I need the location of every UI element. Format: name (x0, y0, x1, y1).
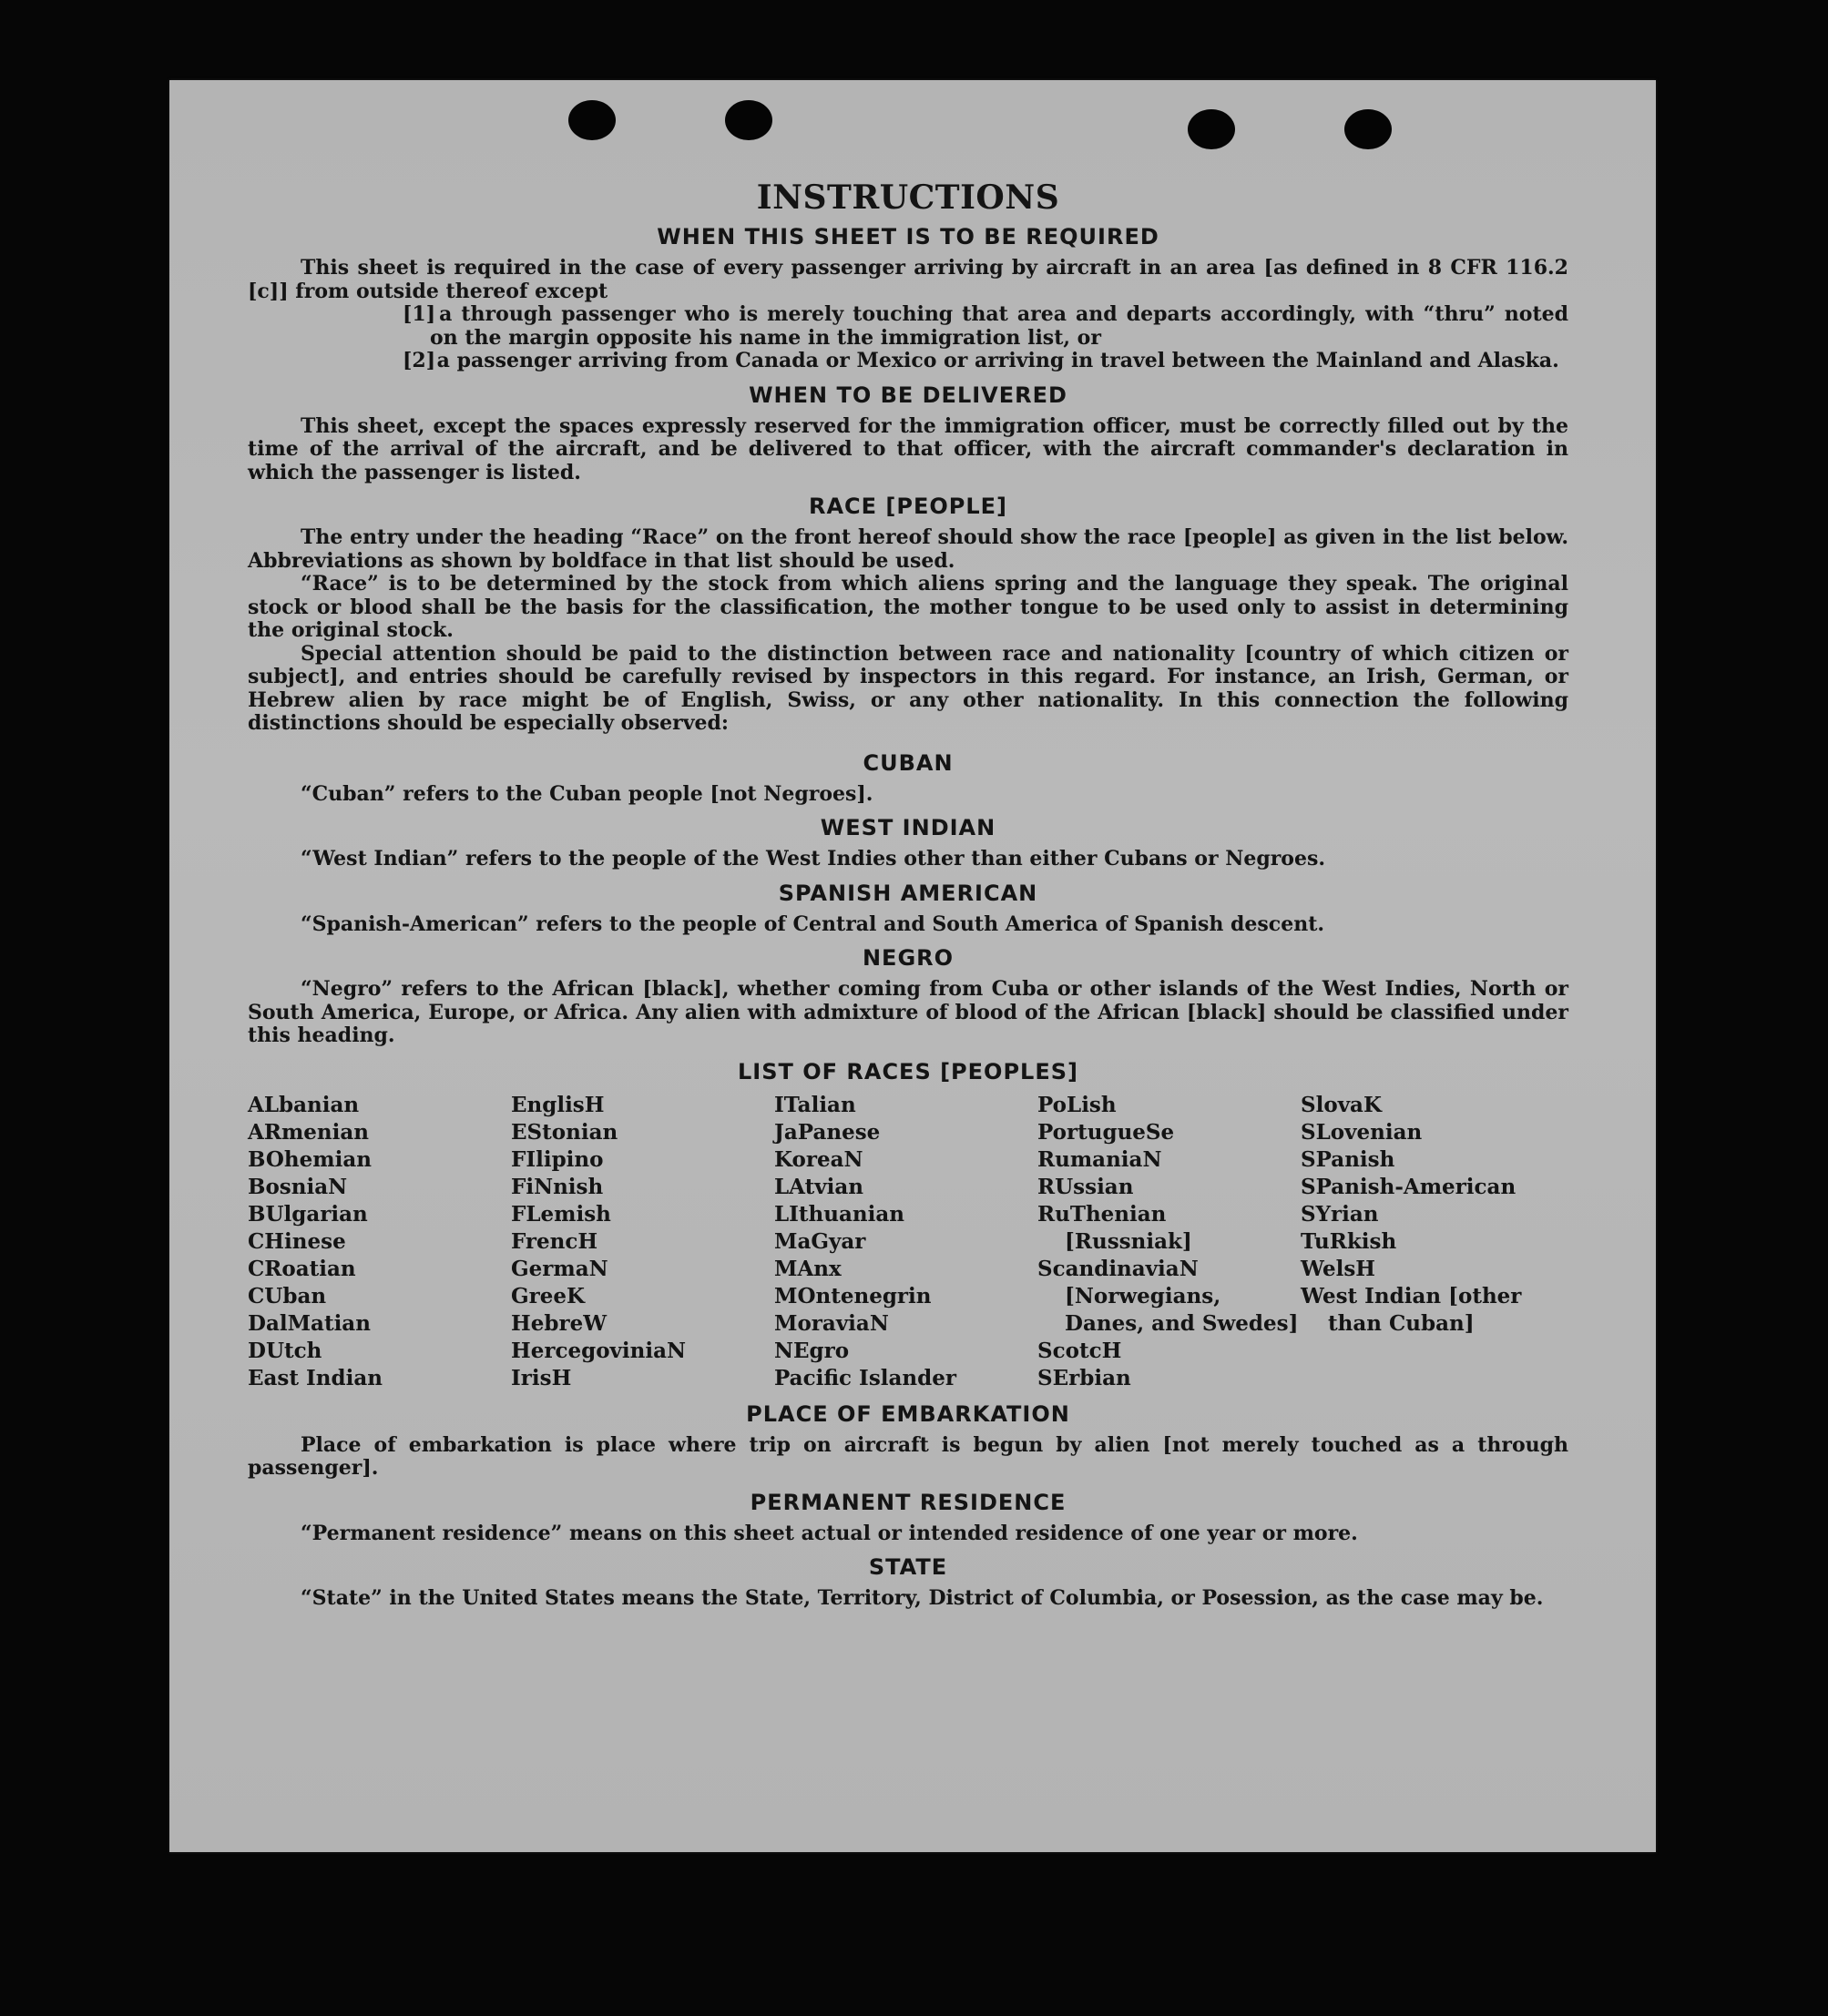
section-paragraph: “Cuban” refers to the Cuban people [not Negroes]. (301, 781, 873, 806)
race-entry: SLovenian (1301, 1119, 1423, 1145)
race-entry: BUlgarian (248, 1201, 368, 1227)
race-entry: FrencH (511, 1228, 598, 1254)
race-entry: SlovaK (1301, 1092, 1382, 1117)
race-entry: RumaniaN (1037, 1146, 1162, 1172)
section-heading: STATE (868, 1554, 948, 1580)
item-text: a passenger arriving from Canada or Mexico or arriving in travel between the Mainland and Alaska. (436, 349, 1559, 372)
race-entry: LAtvian (774, 1174, 863, 1199)
race-entry: SErbian (1037, 1365, 1131, 1390)
race-entry: BOhemian (248, 1146, 372, 1172)
item-number: [1] (403, 302, 436, 326)
race-entry: MaGyar (774, 1228, 866, 1254)
race-entry: West Indian [other than Cuban] (1301, 1283, 1522, 1336)
section-paragraph: “State” in the United States means the State, Territory, District of Columbia, or Posession, as the case may be. (301, 1586, 1544, 1610)
section-heading: RACE [PEOPLE] (808, 494, 1008, 519)
race-entry: FLemish (511, 1201, 611, 1227)
punch-hole (1188, 109, 1235, 149)
race-entry: BosniaN (248, 1174, 348, 1199)
section-heading: CUBAN (863, 749, 954, 776)
race-entry: PortugueSe (1037, 1119, 1175, 1145)
race-entry: CUban (248, 1283, 327, 1308)
section-paragraph: This sheet, except the spaces expressly reserved for the immigration officer, must be correctly filled out by the time of the arrival of the aircraft, and be delivered to that officer, with the aircraft commander's declaration in which the passenger is listed. (248, 413, 1568, 484)
race-entry: PoLish (1037, 1092, 1117, 1117)
race-entry: ALbanian (248, 1092, 360, 1117)
section-heading: WHEN THIS SHEET IS TO BE REQUIRED (657, 224, 1159, 249)
section-heading: SPANISH AMERICAN (778, 880, 1038, 906)
race-entry: RuThenian [Russniak] (1037, 1201, 1192, 1254)
race-entry: RUssian (1037, 1174, 1134, 1199)
race-entry: ScandinaviaN [Norwegians, Danes, and Swedes] (1037, 1256, 1299, 1336)
race-column (511, 1092, 774, 1392)
page-title: INSTRUCTIONS (756, 178, 1060, 217)
race-entry: KoreaN (774, 1146, 863, 1172)
race-entry: FiNnish (511, 1174, 604, 1199)
race-entry: ScotcH (1037, 1338, 1122, 1363)
race-entry: FIlipino (511, 1146, 604, 1172)
race-entry: SPanish (1301, 1146, 1395, 1172)
race-entry: GermaN (511, 1256, 608, 1281)
race-entry: MOntenegrin (774, 1283, 932, 1308)
race-entry: NEgro (774, 1338, 850, 1363)
section-heading: LIST OF RACES [PEOPLES] (738, 1058, 1078, 1084)
race-entry: HercegoviniaN (511, 1338, 687, 1363)
race-entry: ARmenian (248, 1119, 370, 1145)
section-heading: PERMANENT RESIDENCE (750, 1489, 1067, 1515)
section-paragraph: “West Indian” refers to the people of the West Indies other than either Cubans or Negroes. (301, 847, 1326, 871)
section-paragraph: The entry under the heading “Race” on the front hereof should show the race [people] as given in the list below. Abbreviations as shown by boldface in that list should be used. (248, 525, 1568, 573)
race-entry: JaPanese (774, 1119, 881, 1145)
exception-list (248, 303, 1568, 373)
section-heading: NEGRO (862, 945, 955, 971)
section-paragraph: “Spanish-American” refers to the people of Central and South America of Spanish descent. (301, 911, 1325, 936)
section-paragraph: This sheet is required in the case of every passenger arriving by aircraft in an area [as defined in 8 CFR 116.2 [c]] from outside thereof except (248, 256, 1568, 303)
race-entry: TuRkish (1301, 1228, 1397, 1254)
punch-hole (568, 100, 616, 140)
race-entry: CHinese (248, 1228, 346, 1254)
section-paragraph: “Negro” refers to the African [black], whether coming from Cuba or other islands of the West Indies, North or South America, Europe, or Africa. Any alien with admixture of blood of the African [black] should be classified under this heading. (248, 977, 1568, 1047)
section-heading: WEST INDIAN (820, 815, 996, 840)
race-list (248, 1092, 1568, 1392)
list-item (248, 350, 1568, 373)
race-entry: EStonian (511, 1119, 618, 1145)
list-item (248, 303, 1568, 350)
race-column (1301, 1092, 1568, 1392)
race-column (248, 1092, 511, 1392)
race-entry: IrisH (511, 1365, 572, 1390)
race-column (1037, 1092, 1301, 1392)
section-paragraph: Place of embarkation is place where trip on aircraft is begun by alien [not merely touched as a through passenger]. (248, 1432, 1568, 1480)
section-paragraph: Special attention should be paid to the distinction between race and nationality [country of which citizen or subject], and entries should be carefully revised by inspectors in this regard. For instance, an Irish, German, or Hebrew alien by race might be of English, Swiss, or any other nationality. In this connection the following distinctions should be especially observed: (248, 641, 1568, 735)
race-entry: MAnx (774, 1256, 842, 1281)
race-entry: SPanish-American (1301, 1174, 1517, 1199)
race-entry: GreeK (511, 1283, 586, 1308)
race-entry: MoraviaN (774, 1310, 889, 1336)
section-paragraph: “Race” is to be determined by the stock from which aliens spring and the language they speak. The original stock or blood shall be the basis for the classification, the mother tongue to be used only to assist in determining the original stock. (248, 572, 1568, 642)
race-entry: DalMatian (248, 1310, 371, 1336)
item-number: [2] (403, 349, 436, 372)
race-entry: EnglisH (511, 1092, 605, 1117)
punch-hole (725, 100, 772, 140)
race-entry: ITalian (774, 1092, 856, 1117)
race-entry: East Indian (248, 1365, 383, 1390)
section-heading: WHEN TO BE DELIVERED (749, 382, 1067, 408)
race-column (774, 1092, 1037, 1392)
race-entry: DUtch (248, 1338, 322, 1363)
document-body (248, 178, 1568, 1611)
race-entry: WelsH (1301, 1256, 1376, 1281)
race-entry: CRoatian (248, 1256, 356, 1281)
item-text: a through passenger who is merely touching that area and departs accordingly, with “thru” noted on the margin opposite his name in the immigration list, or (430, 302, 1568, 350)
race-entry: Pacific Islander (774, 1365, 956, 1390)
punch-hole (1344, 109, 1392, 149)
race-entry: HebreW (511, 1310, 608, 1336)
section-paragraph: “Permanent residence” means on this sheet actual or intended residence of one year or more. (301, 1521, 1358, 1545)
document-sheet (169, 80, 1656, 1852)
section-heading: PLACE OF EMBARKATION (746, 1400, 1070, 1427)
race-entry: LIthuanian (774, 1201, 904, 1227)
race-entry: SYrian (1301, 1201, 1379, 1227)
